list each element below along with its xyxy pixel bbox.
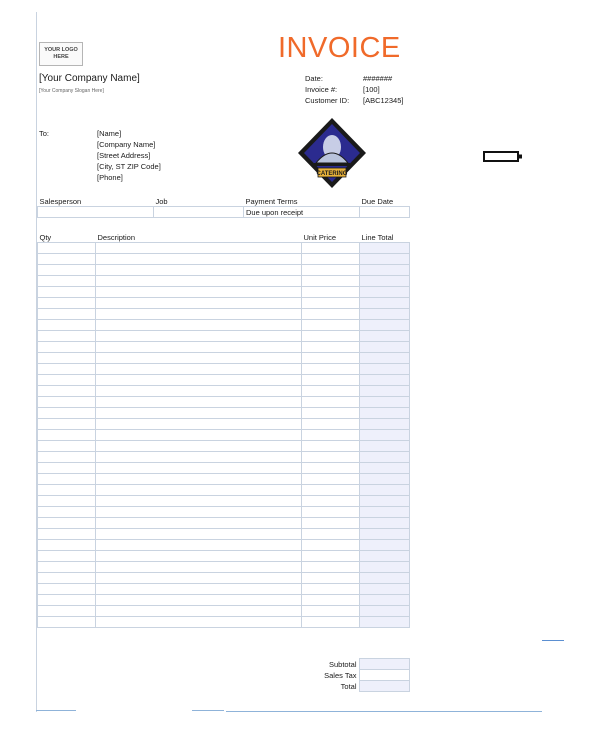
table-row xyxy=(38,441,410,452)
table-row xyxy=(38,551,410,562)
qty-cell[interactable] xyxy=(38,386,96,397)
qty-cell[interactable] xyxy=(38,606,96,617)
qty-cell[interactable] xyxy=(38,298,96,309)
description-cell[interactable] xyxy=(96,617,302,628)
line-total-cell[interactable] xyxy=(360,386,410,397)
job-table-header xyxy=(38,196,410,207)
qty-cell[interactable] xyxy=(38,254,96,265)
invoice-number-value[interactable]: [100] xyxy=(363,85,380,94)
company-name[interactable]: [Your Company Name] xyxy=(39,73,140,84)
table-row xyxy=(38,617,410,628)
unit-price-cell[interactable] xyxy=(302,408,360,419)
unit-price-cell[interactable] xyxy=(302,243,360,254)
unit-price-cell[interactable] xyxy=(302,529,360,540)
description-cell[interactable] xyxy=(96,375,302,386)
description-cell[interactable] xyxy=(96,496,302,507)
date-value[interactable]: ####### xyxy=(363,74,393,83)
description-cell[interactable] xyxy=(96,320,302,331)
qty-cell[interactable] xyxy=(38,364,96,375)
bottom-rule-segment xyxy=(192,710,224,711)
line-total-cell[interactable] xyxy=(360,573,410,584)
sales-tax-row xyxy=(37,670,409,681)
unit-price-cell[interactable] xyxy=(302,287,360,298)
unit-price-cell[interactable] xyxy=(302,617,360,628)
line-total-cell[interactable] xyxy=(360,562,410,573)
table-row xyxy=(38,298,410,309)
bottom-rule-segment xyxy=(36,710,76,711)
qty-cell[interactable] xyxy=(38,408,96,419)
unit-price-cell[interactable] xyxy=(302,496,360,507)
qty-cell[interactable] xyxy=(38,463,96,474)
salesperson-header: Salesperson xyxy=(39,196,82,206)
table-row xyxy=(38,320,410,331)
line-total-cell[interactable] xyxy=(360,331,410,342)
unit-price-cell[interactable] xyxy=(302,386,360,397)
description-cell[interactable] xyxy=(96,331,302,342)
unit-price-cell[interactable] xyxy=(302,507,360,518)
unit-price-cell[interactable] xyxy=(302,397,360,408)
bottom-rule-segment xyxy=(226,711,542,712)
table-row xyxy=(38,353,410,364)
bill-to-street[interactable]: [Street Address] xyxy=(97,151,151,160)
unit-price-cell[interactable] xyxy=(302,254,360,265)
unit-price-cell[interactable] xyxy=(302,452,360,463)
description-cell[interactable] xyxy=(96,595,302,606)
unit-price-cell[interactable] xyxy=(302,353,360,364)
line-total-cell[interactable] xyxy=(360,287,410,298)
job-cell[interactable] xyxy=(154,207,244,218)
table-row xyxy=(38,397,410,408)
qty-cell[interactable] xyxy=(38,518,96,529)
unit-price-cell[interactable] xyxy=(302,320,360,331)
qty-cell[interactable] xyxy=(38,265,96,276)
description-cell[interactable] xyxy=(96,397,302,408)
qty-header: Qty xyxy=(39,232,52,242)
unit-price-cell[interactable] xyxy=(302,265,360,276)
line-total-cell[interactable] xyxy=(360,584,410,595)
sales-tax-value[interactable] xyxy=(359,670,409,681)
qty-cell[interactable] xyxy=(38,551,96,562)
unit-price-cell[interactable] xyxy=(302,474,360,485)
description-cell[interactable] xyxy=(96,243,302,254)
line-total-cell[interactable] xyxy=(360,430,410,441)
line-total-cell[interactable] xyxy=(360,496,410,507)
qty-cell[interactable] xyxy=(38,573,96,584)
description-cell[interactable] xyxy=(96,584,302,595)
line-total-cell[interactable] xyxy=(360,276,410,287)
unit-price-header: Unit Price xyxy=(303,232,337,242)
description-cell[interactable] xyxy=(96,529,302,540)
job-header: Job xyxy=(155,196,168,206)
qty-cell[interactable] xyxy=(38,430,96,441)
job-table-row xyxy=(38,207,410,218)
qty-cell[interactable] xyxy=(38,485,96,496)
qty-cell[interactable] xyxy=(38,320,96,331)
description-cell[interactable] xyxy=(96,452,302,463)
description-cell[interactable] xyxy=(96,265,302,276)
qty-cell[interactable] xyxy=(38,441,96,452)
table-row xyxy=(38,452,410,463)
line-total-cell[interactable] xyxy=(360,474,410,485)
line-total-cell[interactable] xyxy=(360,595,410,606)
description-cell[interactable] xyxy=(96,463,302,474)
line-total-cell[interactable] xyxy=(360,397,410,408)
total-row xyxy=(37,681,409,692)
table-row xyxy=(38,265,410,276)
bill-to-city[interactable]: [City, ST ZIP Code] xyxy=(97,162,161,171)
table-row xyxy=(38,463,410,474)
line-total-cell[interactable] xyxy=(360,309,410,320)
description-cell[interactable] xyxy=(96,551,302,562)
total-value[interactable] xyxy=(359,681,409,692)
logo-placeholder-line1: YOUR LOGO xyxy=(44,47,78,53)
link-underline xyxy=(542,640,564,641)
unit-price-cell[interactable] xyxy=(302,309,360,320)
qty-cell[interactable] xyxy=(38,529,96,540)
qty-cell[interactable] xyxy=(38,474,96,485)
line-items-header xyxy=(38,232,410,243)
due-date-header: Due Date xyxy=(361,196,394,206)
qty-cell[interactable] xyxy=(38,540,96,551)
unit-price-cell[interactable] xyxy=(302,375,360,386)
sales-tax-label: Sales Tax xyxy=(324,670,357,680)
table-row xyxy=(38,342,410,353)
table-row xyxy=(38,474,410,485)
bill-to-phone[interactable]: [Phone] xyxy=(97,173,123,182)
unit-price-cell[interactable] xyxy=(302,276,360,287)
description-cell[interactable] xyxy=(96,518,302,529)
description-cell[interactable] xyxy=(96,276,302,287)
table-row xyxy=(38,364,410,375)
line-total-header: Line Total xyxy=(361,232,394,242)
description-cell[interactable] xyxy=(96,298,302,309)
line-total-cell[interactable] xyxy=(360,408,410,419)
bill-to-company[interactable]: [Company Name] xyxy=(97,140,156,149)
catering-logo-icon xyxy=(296,117,368,189)
unit-price-cell[interactable] xyxy=(302,463,360,474)
description-cell[interactable] xyxy=(96,287,302,298)
line-total-cell[interactable] xyxy=(360,507,410,518)
table-row xyxy=(38,309,410,320)
unit-price-cell[interactable] xyxy=(302,364,360,375)
unit-price-cell[interactable] xyxy=(302,419,360,430)
table-row xyxy=(38,507,410,518)
table-row xyxy=(38,518,410,529)
description-cell[interactable] xyxy=(96,540,302,551)
description-cell[interactable] xyxy=(96,419,302,430)
unit-price-cell[interactable] xyxy=(302,518,360,529)
table-row xyxy=(38,419,410,430)
line-total-cell[interactable] xyxy=(360,298,410,309)
line-total-cell[interactable] xyxy=(360,452,410,463)
unit-price-cell[interactable] xyxy=(302,331,360,342)
qty-cell[interactable] xyxy=(38,595,96,606)
table-row xyxy=(38,331,410,342)
qty-cell[interactable] xyxy=(38,342,96,353)
description-cell[interactable] xyxy=(96,507,302,518)
description-cell[interactable] xyxy=(96,254,302,265)
qty-cell[interactable] xyxy=(38,419,96,430)
unit-price-cell[interactable] xyxy=(302,606,360,617)
payment-terms-header: Payment Terms xyxy=(245,196,298,206)
description-cell[interactable] xyxy=(96,474,302,485)
line-total-cell[interactable] xyxy=(360,265,410,276)
unit-price-cell[interactable] xyxy=(302,573,360,584)
description-header: Description xyxy=(97,232,136,242)
table-row xyxy=(38,375,410,386)
line-total-cell[interactable] xyxy=(360,463,410,474)
qty-cell[interactable] xyxy=(38,507,96,518)
qty-cell[interactable] xyxy=(38,375,96,386)
description-cell[interactable] xyxy=(96,430,302,441)
bill-to-name[interactable]: [Name] xyxy=(97,129,122,138)
qty-cell[interactable] xyxy=(38,584,96,595)
unit-price-cell[interactable] xyxy=(302,551,360,562)
battery-icon xyxy=(483,151,523,163)
line-total-cell[interactable] xyxy=(360,551,410,562)
description-cell[interactable] xyxy=(96,408,302,419)
line-total-cell[interactable] xyxy=(360,364,410,375)
qty-cell[interactable] xyxy=(38,243,96,254)
due-date-cell[interactable] xyxy=(360,207,410,218)
job-table xyxy=(37,196,410,218)
line-total-cell[interactable] xyxy=(360,320,410,331)
logo-placeholder[interactable] xyxy=(39,42,83,66)
bill-to-label: To: xyxy=(39,129,50,138)
line-total-cell[interactable] xyxy=(360,441,410,452)
line-total-cell[interactable] xyxy=(360,485,410,496)
subtotal-row xyxy=(37,659,409,670)
description-cell[interactable] xyxy=(96,309,302,320)
table-row xyxy=(38,485,410,496)
table-row xyxy=(38,595,410,606)
line-total-cell[interactable] xyxy=(360,375,410,386)
customer-id-value[interactable]: [ABC12345] xyxy=(363,96,404,105)
table-row xyxy=(38,606,410,617)
description-cell[interactable] xyxy=(96,573,302,584)
qty-cell[interactable] xyxy=(38,397,96,408)
line-total-cell[interactable] xyxy=(360,342,410,353)
line-total-cell[interactable] xyxy=(360,617,410,628)
table-row xyxy=(38,276,410,287)
table-row xyxy=(38,430,410,441)
catering-badge-text: CATERING xyxy=(316,171,348,177)
invoice-title: INVOICE xyxy=(278,32,401,64)
table-row xyxy=(38,254,410,265)
description-cell[interactable] xyxy=(96,441,302,452)
date-label: Date: xyxy=(305,74,323,83)
unit-price-cell[interactable] xyxy=(302,342,360,353)
table-row xyxy=(38,408,410,419)
totals-table xyxy=(37,658,410,692)
qty-cell[interactable] xyxy=(38,617,96,628)
table-row xyxy=(38,529,410,540)
line-total-cell[interactable] xyxy=(360,254,410,265)
invoice-number-label: Invoice #: xyxy=(305,85,338,94)
table-row xyxy=(38,584,410,595)
unit-price-cell[interactable] xyxy=(302,584,360,595)
qty-cell[interactable] xyxy=(38,276,96,287)
logo-placeholder-line2: HERE xyxy=(53,54,69,60)
table-row xyxy=(38,573,410,584)
table-row xyxy=(38,287,410,298)
line-total-cell[interactable] xyxy=(360,518,410,529)
table-row xyxy=(38,243,410,254)
description-cell[interactable] xyxy=(96,353,302,364)
qty-cell[interactable] xyxy=(38,353,96,364)
qty-cell[interactable] xyxy=(38,496,96,507)
description-cell[interactable] xyxy=(96,562,302,573)
line-items-table xyxy=(37,232,410,628)
description-cell[interactable] xyxy=(96,342,302,353)
subtotal-value[interactable] xyxy=(359,659,409,670)
line-total-cell[interactable] xyxy=(360,419,410,430)
qty-cell[interactable] xyxy=(38,331,96,342)
description-cell[interactable] xyxy=(96,485,302,496)
description-cell[interactable] xyxy=(96,386,302,397)
customer-id-label: Customer ID: xyxy=(305,96,350,105)
unit-price-cell[interactable] xyxy=(302,441,360,452)
payment-terms-cell[interactable]: Due upon receipt xyxy=(244,207,360,218)
unit-price-cell[interactable] xyxy=(302,595,360,606)
line-total-cell[interactable] xyxy=(360,540,410,551)
subtotal-label: Subtotal xyxy=(328,659,357,669)
unit-price-cell[interactable] xyxy=(302,562,360,573)
table-row xyxy=(38,386,410,397)
qty-cell[interactable] xyxy=(38,309,96,320)
line-total-cell[interactable] xyxy=(360,529,410,540)
description-cell[interactable] xyxy=(96,364,302,375)
table-row xyxy=(38,496,410,507)
total-label: Total xyxy=(340,681,357,691)
company-slogan[interactable]: [Your Company Slogan Here] xyxy=(39,88,104,94)
line-total-cell[interactable] xyxy=(360,353,410,364)
salesperson-cell[interactable] xyxy=(38,207,154,218)
line-total-cell[interactable] xyxy=(360,243,410,254)
qty-cell[interactable] xyxy=(38,287,96,298)
description-cell[interactable] xyxy=(96,606,302,617)
unit-price-cell[interactable] xyxy=(302,298,360,309)
unit-price-cell[interactable] xyxy=(302,540,360,551)
table-row xyxy=(38,562,410,573)
table-row xyxy=(38,540,410,551)
unit-price-cell[interactable] xyxy=(302,485,360,496)
line-total-cell[interactable] xyxy=(360,606,410,617)
unit-price-cell[interactable] xyxy=(302,430,360,441)
qty-cell[interactable] xyxy=(38,562,96,573)
qty-cell[interactable] xyxy=(38,452,96,463)
